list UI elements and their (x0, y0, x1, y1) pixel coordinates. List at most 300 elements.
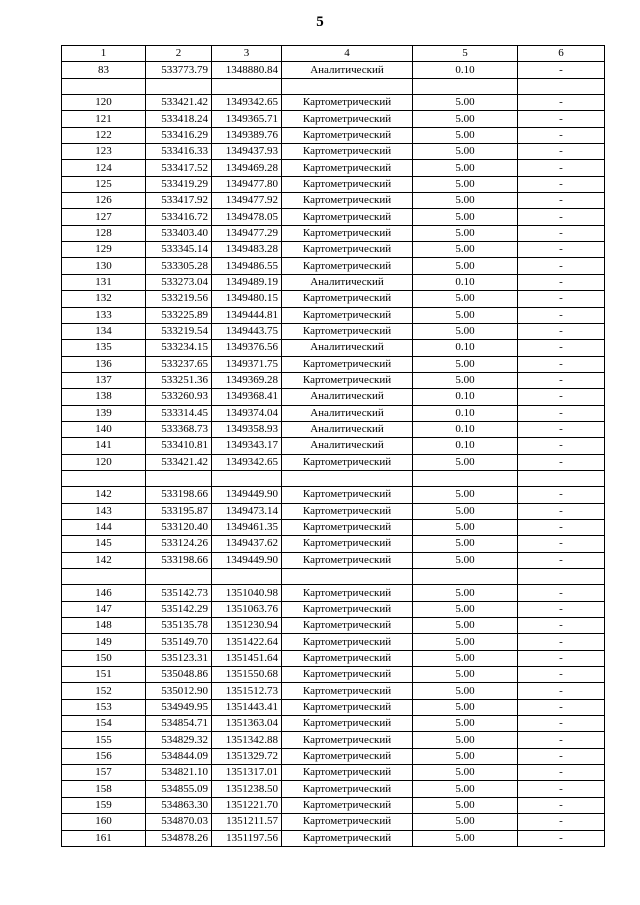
description-cell: - (518, 667, 605, 683)
column-header: 1 (62, 46, 146, 62)
point-number-cell: 161 (62, 830, 146, 846)
x-coordinate-cell: 534854.71 (146, 716, 212, 732)
description-cell: - (518, 797, 605, 813)
table-row (62, 618, 605, 634)
accuracy-cell: 5.00 (413, 372, 518, 388)
point-number-cell: 152 (62, 683, 146, 699)
x-coordinate-cell: 533305.28 (146, 258, 212, 274)
column-header: 5 (413, 46, 518, 62)
y-coordinate-cell: 1351550.68 (212, 667, 282, 683)
x-coordinate-cell: 533410.81 (146, 438, 212, 454)
x-coordinate-cell: 534821.10 (146, 765, 212, 781)
accuracy-cell: 5.00 (413, 519, 518, 535)
point-number-cell: 132 (62, 291, 146, 307)
method-cell: Картометрический (282, 716, 413, 732)
x-coordinate-cell: 534844.09 (146, 748, 212, 764)
accuracy-cell: 5.00 (413, 176, 518, 192)
method-cell: Картометрический (282, 372, 413, 388)
description-cell: - (518, 650, 605, 666)
point-number-cell: 128 (62, 225, 146, 241)
accuracy-cell: 5.00 (413, 536, 518, 552)
method-cell: Аналитический (282, 405, 413, 421)
point-number-cell: 147 (62, 601, 146, 617)
empty-cell (282, 78, 413, 94)
description-cell: - (518, 291, 605, 307)
method-cell: Картометрический (282, 242, 413, 258)
accuracy-cell: 5.00 (413, 225, 518, 241)
description-cell: - (518, 307, 605, 323)
point-number-cell: 153 (62, 699, 146, 715)
accuracy-cell: 5.00 (413, 487, 518, 503)
empty-cell (282, 470, 413, 486)
method-cell: Картометрический (282, 323, 413, 339)
accuracy-cell: 5.00 (413, 291, 518, 307)
method-cell: Картометрический (282, 356, 413, 372)
method-cell: Картометрический (282, 291, 413, 307)
method-cell: Картометрический (282, 209, 413, 225)
table-row (62, 372, 605, 388)
method-cell: Картометрический (282, 634, 413, 650)
point-number-cell: 135 (62, 340, 146, 356)
accuracy-cell: 5.00 (413, 781, 518, 797)
x-coordinate-cell: 535142.29 (146, 601, 212, 617)
x-coordinate-cell: 533195.87 (146, 503, 212, 519)
accuracy-cell: 0.10 (413, 438, 518, 454)
point-number-cell: 143 (62, 503, 146, 519)
y-coordinate-cell: 1351329.72 (212, 748, 282, 764)
y-coordinate-cell: 1349444.81 (212, 307, 282, 323)
y-coordinate-cell: 1349486.55 (212, 258, 282, 274)
point-number-cell: 145 (62, 536, 146, 552)
table-row (62, 503, 605, 519)
table-row (62, 209, 605, 225)
accuracy-cell: 5.00 (413, 748, 518, 764)
point-number-cell: 134 (62, 323, 146, 339)
point-number-cell: 149 (62, 634, 146, 650)
method-cell: Картометрический (282, 193, 413, 209)
empty-cell (413, 78, 518, 94)
description-cell: - (518, 274, 605, 290)
accuracy-cell: 0.10 (413, 274, 518, 290)
description-cell: - (518, 421, 605, 437)
point-number-cell: 127 (62, 209, 146, 225)
y-coordinate-cell: 1351230.94 (212, 618, 282, 634)
y-coordinate-cell: 1351422.64 (212, 634, 282, 650)
y-coordinate-cell: 1351238.50 (212, 781, 282, 797)
table-row (62, 683, 605, 699)
accuracy-cell: 5.00 (413, 601, 518, 617)
method-cell: Картометрический (282, 536, 413, 552)
method-cell: Картометрический (282, 519, 413, 535)
table-row (62, 356, 605, 372)
point-number-cell: 146 (62, 585, 146, 601)
y-coordinate-cell: 1351040.98 (212, 585, 282, 601)
y-coordinate-cell: 1349477.80 (212, 176, 282, 192)
x-coordinate-cell: 534863.30 (146, 797, 212, 813)
accuracy-cell: 5.00 (413, 716, 518, 732)
y-coordinate-cell: 1349376.56 (212, 340, 282, 356)
table-row (62, 438, 605, 454)
description-cell: - (518, 781, 605, 797)
table-row (62, 405, 605, 421)
y-coordinate-cell: 1351512.73 (212, 683, 282, 699)
y-coordinate-cell: 1351363.04 (212, 716, 282, 732)
accuracy-cell: 5.00 (413, 307, 518, 323)
description-cell: - (518, 683, 605, 699)
point-number-cell: 83 (62, 62, 146, 78)
column-header: 4 (282, 46, 413, 62)
x-coordinate-cell: 533225.89 (146, 307, 212, 323)
method-cell: Аналитический (282, 340, 413, 356)
table-row (62, 160, 605, 176)
point-number-cell: 122 (62, 127, 146, 143)
description-cell: - (518, 225, 605, 241)
point-number-cell: 125 (62, 176, 146, 192)
x-coordinate-cell: 533416.33 (146, 144, 212, 160)
method-cell: Картометрический (282, 552, 413, 568)
accuracy-cell: 5.00 (413, 585, 518, 601)
empty-cell (212, 470, 282, 486)
separator-row (62, 78, 605, 94)
table-row (62, 176, 605, 192)
table-header-row (62, 46, 605, 62)
method-cell: Картометрический (282, 127, 413, 143)
accuracy-cell: 0.10 (413, 405, 518, 421)
table-row (62, 193, 605, 209)
description-cell: - (518, 454, 605, 470)
description-cell: - (518, 732, 605, 748)
accuracy-cell: 5.00 (413, 699, 518, 715)
table-row (62, 487, 605, 503)
table-row (62, 274, 605, 290)
accuracy-cell: 5.00 (413, 323, 518, 339)
y-coordinate-cell: 1349369.28 (212, 372, 282, 388)
point-number-cell: 121 (62, 111, 146, 127)
accuracy-cell: 5.00 (413, 242, 518, 258)
y-coordinate-cell: 1349371.75 (212, 356, 282, 372)
table-row (62, 258, 605, 274)
method-cell: Картометрический (282, 95, 413, 111)
separator-row (62, 569, 605, 585)
description-cell: - (518, 242, 605, 258)
table-row (62, 62, 605, 78)
description-cell: - (518, 699, 605, 715)
point-number-cell: 137 (62, 372, 146, 388)
point-number-cell: 148 (62, 618, 146, 634)
method-cell: Картометрический (282, 814, 413, 830)
accuracy-cell: 5.00 (413, 683, 518, 699)
table-row (62, 307, 605, 323)
y-coordinate-cell: 1349437.62 (212, 536, 282, 552)
x-coordinate-cell: 535123.31 (146, 650, 212, 666)
accuracy-cell: 5.00 (413, 503, 518, 519)
method-cell: Картометрический (282, 176, 413, 192)
point-number-cell: 160 (62, 814, 146, 830)
point-number-cell: 126 (62, 193, 146, 209)
accuracy-cell: 0.10 (413, 421, 518, 437)
y-coordinate-cell: 1349461.35 (212, 519, 282, 535)
y-coordinate-cell: 1349443.75 (212, 323, 282, 339)
x-coordinate-cell: 533773.79 (146, 62, 212, 78)
table-row (62, 667, 605, 683)
method-cell: Картометрический (282, 258, 413, 274)
description-cell: - (518, 209, 605, 225)
table-row (62, 225, 605, 241)
method-cell: Аналитический (282, 62, 413, 78)
x-coordinate-cell: 533345.14 (146, 242, 212, 258)
accuracy-cell: 5.00 (413, 209, 518, 225)
table-row (62, 650, 605, 666)
point-number-cell: 130 (62, 258, 146, 274)
empty-cell (413, 569, 518, 585)
method-cell: Аналитический (282, 421, 413, 437)
empty-cell (518, 470, 605, 486)
description-cell: - (518, 536, 605, 552)
x-coordinate-cell: 534878.26 (146, 830, 212, 846)
y-coordinate-cell: 1349437.93 (212, 144, 282, 160)
y-coordinate-cell: 1349449.90 (212, 487, 282, 503)
method-cell: Картометрический (282, 487, 413, 503)
method-cell: Картометрический (282, 781, 413, 797)
accuracy-cell: 5.00 (413, 618, 518, 634)
x-coordinate-cell: 533417.92 (146, 193, 212, 209)
y-coordinate-cell: 1349473.14 (212, 503, 282, 519)
accuracy-cell: 5.00 (413, 667, 518, 683)
empty-cell (518, 569, 605, 585)
point-number-cell: 123 (62, 144, 146, 160)
point-number-cell: 136 (62, 356, 146, 372)
table-row (62, 144, 605, 160)
method-cell: Картометрический (282, 650, 413, 666)
point-number-cell: 140 (62, 421, 146, 437)
table-row (62, 519, 605, 535)
accuracy-cell: 5.00 (413, 552, 518, 568)
method-cell: Картометрический (282, 585, 413, 601)
table-row (62, 830, 605, 846)
table-row (62, 732, 605, 748)
point-number-cell: 157 (62, 765, 146, 781)
method-cell: Картометрический (282, 618, 413, 634)
point-number-cell: 124 (62, 160, 146, 176)
table-row (62, 765, 605, 781)
accuracy-cell: 5.00 (413, 95, 518, 111)
point-number-cell: 139 (62, 405, 146, 421)
point-number-cell: 141 (62, 438, 146, 454)
description-cell: - (518, 340, 605, 356)
table-row (62, 634, 605, 650)
x-coordinate-cell: 534949.95 (146, 699, 212, 715)
description-cell: - (518, 372, 605, 388)
y-coordinate-cell: 1349358.93 (212, 421, 282, 437)
table-row (62, 601, 605, 617)
x-coordinate-cell: 534855.09 (146, 781, 212, 797)
accuracy-cell: 5.00 (413, 127, 518, 143)
method-cell: Картометрический (282, 732, 413, 748)
table-row (62, 699, 605, 715)
accuracy-cell: 0.10 (413, 62, 518, 78)
empty-cell (146, 78, 212, 94)
y-coordinate-cell: 1349343.17 (212, 438, 282, 454)
point-number-cell: 129 (62, 242, 146, 258)
x-coordinate-cell: 533237.65 (146, 356, 212, 372)
accuracy-cell: 5.00 (413, 160, 518, 176)
point-number-cell: 155 (62, 732, 146, 748)
method-cell: Картометрический (282, 503, 413, 519)
accuracy-cell: 5.00 (413, 732, 518, 748)
x-coordinate-cell: 533234.15 (146, 340, 212, 356)
table-row (62, 454, 605, 470)
description-cell: - (518, 618, 605, 634)
accuracy-cell: 0.10 (413, 389, 518, 405)
y-coordinate-cell: 1349469.28 (212, 160, 282, 176)
accuracy-cell: 5.00 (413, 258, 518, 274)
x-coordinate-cell: 533219.56 (146, 291, 212, 307)
table-row (62, 242, 605, 258)
accuracy-cell: 5.00 (413, 634, 518, 650)
table-row (62, 781, 605, 797)
x-coordinate-cell: 535135.78 (146, 618, 212, 634)
y-coordinate-cell: 1351443.41 (212, 699, 282, 715)
accuracy-cell: 5.00 (413, 144, 518, 160)
table-row (62, 340, 605, 356)
y-coordinate-cell: 1349389.76 (212, 127, 282, 143)
column-header: 6 (518, 46, 605, 62)
y-coordinate-cell: 1351317.01 (212, 765, 282, 781)
accuracy-cell: 5.00 (413, 193, 518, 209)
description-cell: - (518, 258, 605, 274)
x-coordinate-cell: 533198.66 (146, 487, 212, 503)
point-number-cell: 151 (62, 667, 146, 683)
x-coordinate-cell: 533416.29 (146, 127, 212, 143)
description-cell: - (518, 634, 605, 650)
y-coordinate-cell: 1351197.56 (212, 830, 282, 846)
point-number-cell: 120 (62, 454, 146, 470)
point-number-cell: 150 (62, 650, 146, 666)
method-cell: Картометрический (282, 307, 413, 323)
table-row (62, 291, 605, 307)
description-cell: - (518, 552, 605, 568)
y-coordinate-cell: 1349489.19 (212, 274, 282, 290)
table-row (62, 111, 605, 127)
point-number-cell: 133 (62, 307, 146, 323)
y-coordinate-cell: 1351451.64 (212, 650, 282, 666)
method-cell: Картометрический (282, 748, 413, 764)
accuracy-cell: 5.00 (413, 814, 518, 830)
y-coordinate-cell: 1349477.29 (212, 225, 282, 241)
empty-cell (146, 470, 212, 486)
description-cell: - (518, 389, 605, 405)
point-number-cell: 156 (62, 748, 146, 764)
x-coordinate-cell: 533421.42 (146, 95, 212, 111)
table-row (62, 748, 605, 764)
point-number-cell: 154 (62, 716, 146, 732)
x-coordinate-cell: 533421.42 (146, 454, 212, 470)
x-coordinate-cell: 535149.70 (146, 634, 212, 650)
method-cell: Картометрический (282, 797, 413, 813)
x-coordinate-cell: 533368.73 (146, 421, 212, 437)
method-cell: Картометрический (282, 830, 413, 846)
empty-cell (212, 569, 282, 585)
y-coordinate-cell: 1351221.70 (212, 797, 282, 813)
empty-cell (282, 569, 413, 585)
method-cell: Картометрический (282, 765, 413, 781)
x-coordinate-cell: 533314.45 (146, 405, 212, 421)
point-number-cell: 144 (62, 519, 146, 535)
accuracy-cell: 5.00 (413, 650, 518, 666)
x-coordinate-cell: 533416.72 (146, 209, 212, 225)
x-coordinate-cell: 533120.40 (146, 519, 212, 535)
y-coordinate-cell: 1349449.90 (212, 552, 282, 568)
method-cell: Аналитический (282, 438, 413, 454)
description-cell: - (518, 323, 605, 339)
point-number-cell: 131 (62, 274, 146, 290)
x-coordinate-cell: 533419.29 (146, 176, 212, 192)
x-coordinate-cell: 533417.52 (146, 160, 212, 176)
x-coordinate-cell: 533124.26 (146, 536, 212, 552)
y-coordinate-cell: 1349342.65 (212, 95, 282, 111)
x-coordinate-cell: 533403.40 (146, 225, 212, 241)
accuracy-cell: 5.00 (413, 830, 518, 846)
x-coordinate-cell: 533198.66 (146, 552, 212, 568)
method-cell: Картометрический (282, 667, 413, 683)
coordinates-table (61, 45, 605, 847)
x-coordinate-cell: 533418.24 (146, 111, 212, 127)
accuracy-cell: 5.00 (413, 765, 518, 781)
point-number-cell: 158 (62, 781, 146, 797)
table-row (62, 323, 605, 339)
column-header: 2 (146, 46, 212, 62)
method-cell: Картометрический (282, 144, 413, 160)
description-cell: - (518, 487, 605, 503)
x-coordinate-cell: 534870.03 (146, 814, 212, 830)
method-cell: Картометрический (282, 111, 413, 127)
description-cell: - (518, 519, 605, 535)
table-row (62, 127, 605, 143)
y-coordinate-cell: 1348880.84 (212, 62, 282, 78)
table-row (62, 421, 605, 437)
description-cell: - (518, 438, 605, 454)
y-coordinate-cell: 1349365.71 (212, 111, 282, 127)
empty-cell (62, 470, 146, 486)
y-coordinate-cell: 1349480.15 (212, 291, 282, 307)
y-coordinate-cell: 1349483.28 (212, 242, 282, 258)
table-row (62, 716, 605, 732)
accuracy-cell: 5.00 (413, 111, 518, 127)
x-coordinate-cell: 535048.86 (146, 667, 212, 683)
page-number: 5 (316, 14, 324, 30)
empty-cell (212, 78, 282, 94)
x-coordinate-cell: 535142.73 (146, 585, 212, 601)
table-row (62, 814, 605, 830)
description-cell: - (518, 814, 605, 830)
description-cell: - (518, 111, 605, 127)
y-coordinate-cell: 1351063.76 (212, 601, 282, 617)
column-header: 3 (212, 46, 282, 62)
point-number-cell: 142 (62, 552, 146, 568)
empty-cell (518, 78, 605, 94)
description-cell: - (518, 160, 605, 176)
table-row (62, 797, 605, 813)
empty-cell (62, 569, 146, 585)
point-number-cell: 138 (62, 389, 146, 405)
y-coordinate-cell: 1349368.41 (212, 389, 282, 405)
method-cell: Картометрический (282, 225, 413, 241)
method-cell: Картометрический (282, 601, 413, 617)
description-cell: - (518, 585, 605, 601)
description-cell: - (518, 193, 605, 209)
point-number-cell: 159 (62, 797, 146, 813)
description-cell: - (518, 830, 605, 846)
